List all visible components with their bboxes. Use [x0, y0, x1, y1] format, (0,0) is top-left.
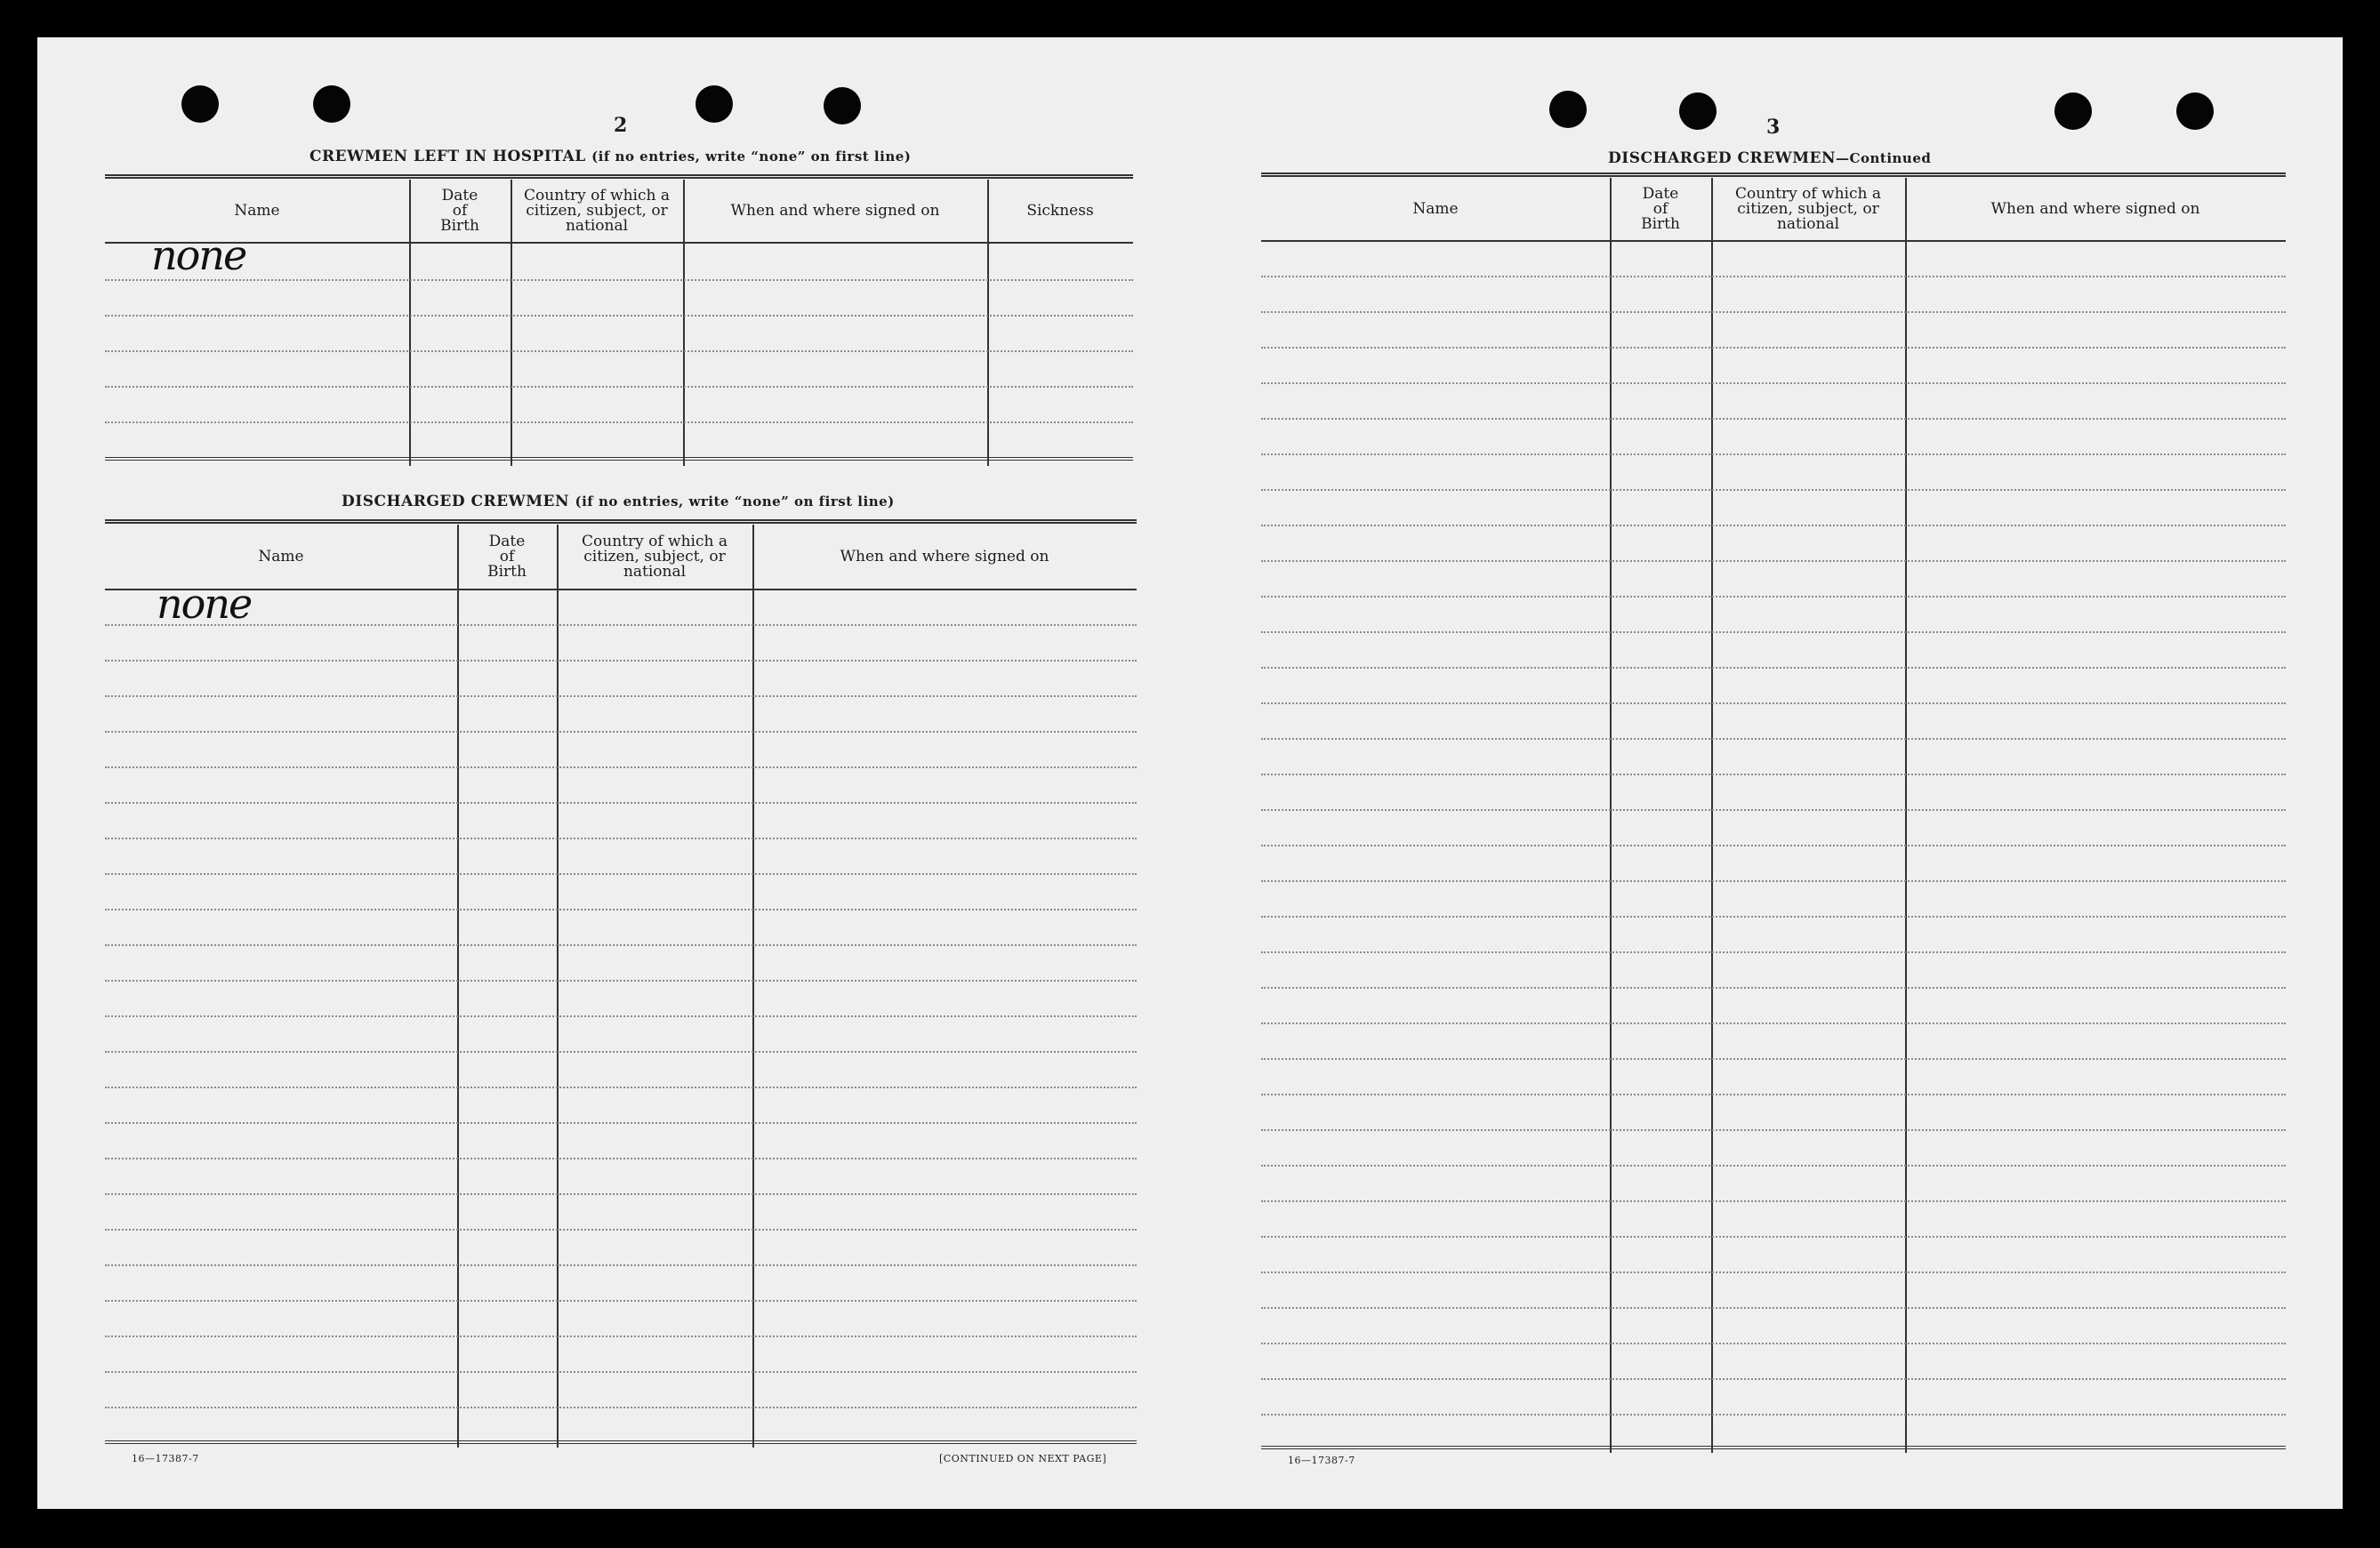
table-top-rule — [105, 174, 1133, 179]
row-line — [105, 909, 1137, 910]
row-line — [105, 386, 1133, 388]
discharged-continued-table — [1261, 172, 2286, 1453]
row-line — [1261, 702, 2286, 704]
row-line — [1261, 1378, 2286, 1380]
column-header-country: Country of which a citizen, subject, or national — [1735, 184, 1881, 233]
row-line — [1261, 525, 2286, 526]
column-header-date-of-birth: Date of Birth — [1641, 184, 1680, 233]
discharged-heading-note: (if no entries, write “none” on first line) — [575, 493, 895, 509]
table-header-rule — [105, 242, 1133, 244]
row-line — [1261, 738, 2286, 740]
column-header-signed-on: When and where signed on — [1990, 199, 2200, 218]
column-header-name: Name — [234, 201, 280, 220]
row-line — [1261, 1129, 2286, 1131]
row-line — [1261, 667, 2286, 669]
column-header-signed-on: When and where signed on — [840, 547, 1049, 565]
row-line — [105, 1407, 1137, 1408]
row-line — [1261, 809, 2286, 811]
page-number-left: 2 — [614, 114, 628, 137]
row-line — [1261, 880, 2286, 882]
punch-hole — [1549, 91, 1587, 128]
row-line — [105, 1264, 1137, 1266]
row-line — [1261, 774, 2286, 775]
table-header-rule — [105, 589, 1137, 590]
table-bottom-rule — [105, 457, 1133, 461]
column-header-date-of-birth: Date of Birth — [487, 532, 527, 581]
row-line — [1261, 311, 2286, 313]
form-number-right: 16—17387-7 — [1288, 1455, 1355, 1466]
column-header-signed-on: When and where signed on — [730, 201, 940, 220]
continued-heading — [1608, 149, 1931, 167]
row-line — [105, 1087, 1137, 1088]
column-header-name: Name — [258, 547, 304, 565]
row-line — [1261, 916, 2286, 918]
row-line — [105, 660, 1137, 662]
column-header-name: Name — [1412, 199, 1459, 218]
row-line — [105, 421, 1133, 423]
continued-heading-main: DISCHARGED CREWMEN — [1608, 149, 1837, 167]
row-line — [105, 1015, 1137, 1017]
table-bottom-rule — [1261, 1446, 2286, 1449]
row-line — [105, 350, 1133, 352]
column-header-sickness: Sickness — [1026, 201, 1094, 220]
row-line — [105, 1051, 1137, 1053]
row-line — [1261, 276, 2286, 277]
form-sheet — [37, 37, 2343, 1509]
row-line — [1261, 951, 2286, 953]
row-line — [1261, 1058, 2286, 1060]
row-line — [105, 1300, 1137, 1302]
column-divider — [557, 525, 559, 1448]
column-divider — [1905, 178, 1907, 1453]
discharged-table — [105, 519, 1137, 1448]
row-line — [105, 802, 1137, 804]
row-line — [1261, 1343, 2286, 1344]
column-divider — [752, 525, 754, 1448]
handwritten-entry: none — [151, 231, 246, 279]
form-number-left: 16—17387-7 — [132, 1453, 199, 1464]
column-header-date-of-birth: Date of Birth — [440, 186, 479, 235]
row-line — [105, 731, 1137, 733]
column-header-country: Country of which a citizen, subject, or national — [582, 532, 728, 581]
row-line — [105, 1193, 1137, 1195]
row-line — [1261, 1165, 2286, 1167]
table-top-rule — [1261, 172, 2286, 177]
row-line — [105, 1122, 1137, 1124]
row-line — [1261, 987, 2286, 989]
row-line — [1261, 1094, 2286, 1095]
column-header-country: Country of which a citizen, subject, or national — [524, 186, 670, 235]
row-line — [1261, 347, 2286, 349]
row-line — [1261, 1271, 2286, 1273]
hospital-heading-note: (if no entries, write “none” on first line) — [591, 148, 912, 164]
row-line — [105, 624, 1137, 626]
row-line — [1261, 453, 2286, 455]
row-line — [105, 1158, 1137, 1159]
column-divider — [457, 525, 459, 1448]
row-line — [1261, 382, 2286, 384]
row-line — [1261, 1236, 2286, 1238]
continued-note: [CONTINUED ON NEXT PAGE] — [939, 1453, 1107, 1464]
punch-hole — [181, 85, 219, 123]
table-top-rule — [105, 519, 1137, 524]
discharged-heading — [342, 493, 895, 510]
row-line — [105, 279, 1133, 281]
punch-hole — [313, 85, 350, 123]
row-line — [1261, 489, 2286, 491]
column-divider — [1610, 178, 1612, 1453]
row-line — [105, 838, 1137, 839]
row-line — [1261, 1307, 2286, 1309]
row-line — [1261, 418, 2286, 420]
punch-hole — [2176, 92, 2214, 130]
row-line — [1261, 1414, 2286, 1416]
discharged-heading-main: DISCHARGED CREWMEN — [342, 493, 570, 510]
row-line — [105, 315, 1133, 317]
row-line — [1261, 1200, 2286, 1202]
handwritten-entry: none — [157, 580, 252, 628]
hospital-heading — [310, 148, 911, 165]
row-line — [1261, 596, 2286, 598]
row-line — [105, 980, 1137, 982]
row-line — [105, 1335, 1137, 1337]
page-number-right: 3 — [1766, 116, 1781, 139]
table-header-rule — [1261, 240, 2286, 242]
row-line — [105, 766, 1137, 768]
row-line — [1261, 560, 2286, 562]
continued-heading-suffix: —Continued — [1836, 150, 1932, 166]
punch-hole — [2054, 92, 2092, 130]
punch-hole — [1679, 92, 1717, 130]
row-line — [105, 1371, 1137, 1373]
row-line — [105, 1229, 1137, 1231]
table-bottom-rule — [105, 1440, 1137, 1444]
row-line — [105, 695, 1137, 697]
row-line — [105, 944, 1137, 946]
row-line — [105, 873, 1137, 875]
column-divider — [1711, 178, 1713, 1453]
row-line — [1261, 845, 2286, 846]
punch-hole — [696, 85, 733, 123]
row-line — [1261, 631, 2286, 633]
hospital-heading-main: CREWMEN LEFT IN HOSPITAL — [310, 148, 586, 165]
punch-hole — [824, 87, 861, 124]
row-line — [1261, 1023, 2286, 1024]
hospital-table — [105, 174, 1133, 466]
